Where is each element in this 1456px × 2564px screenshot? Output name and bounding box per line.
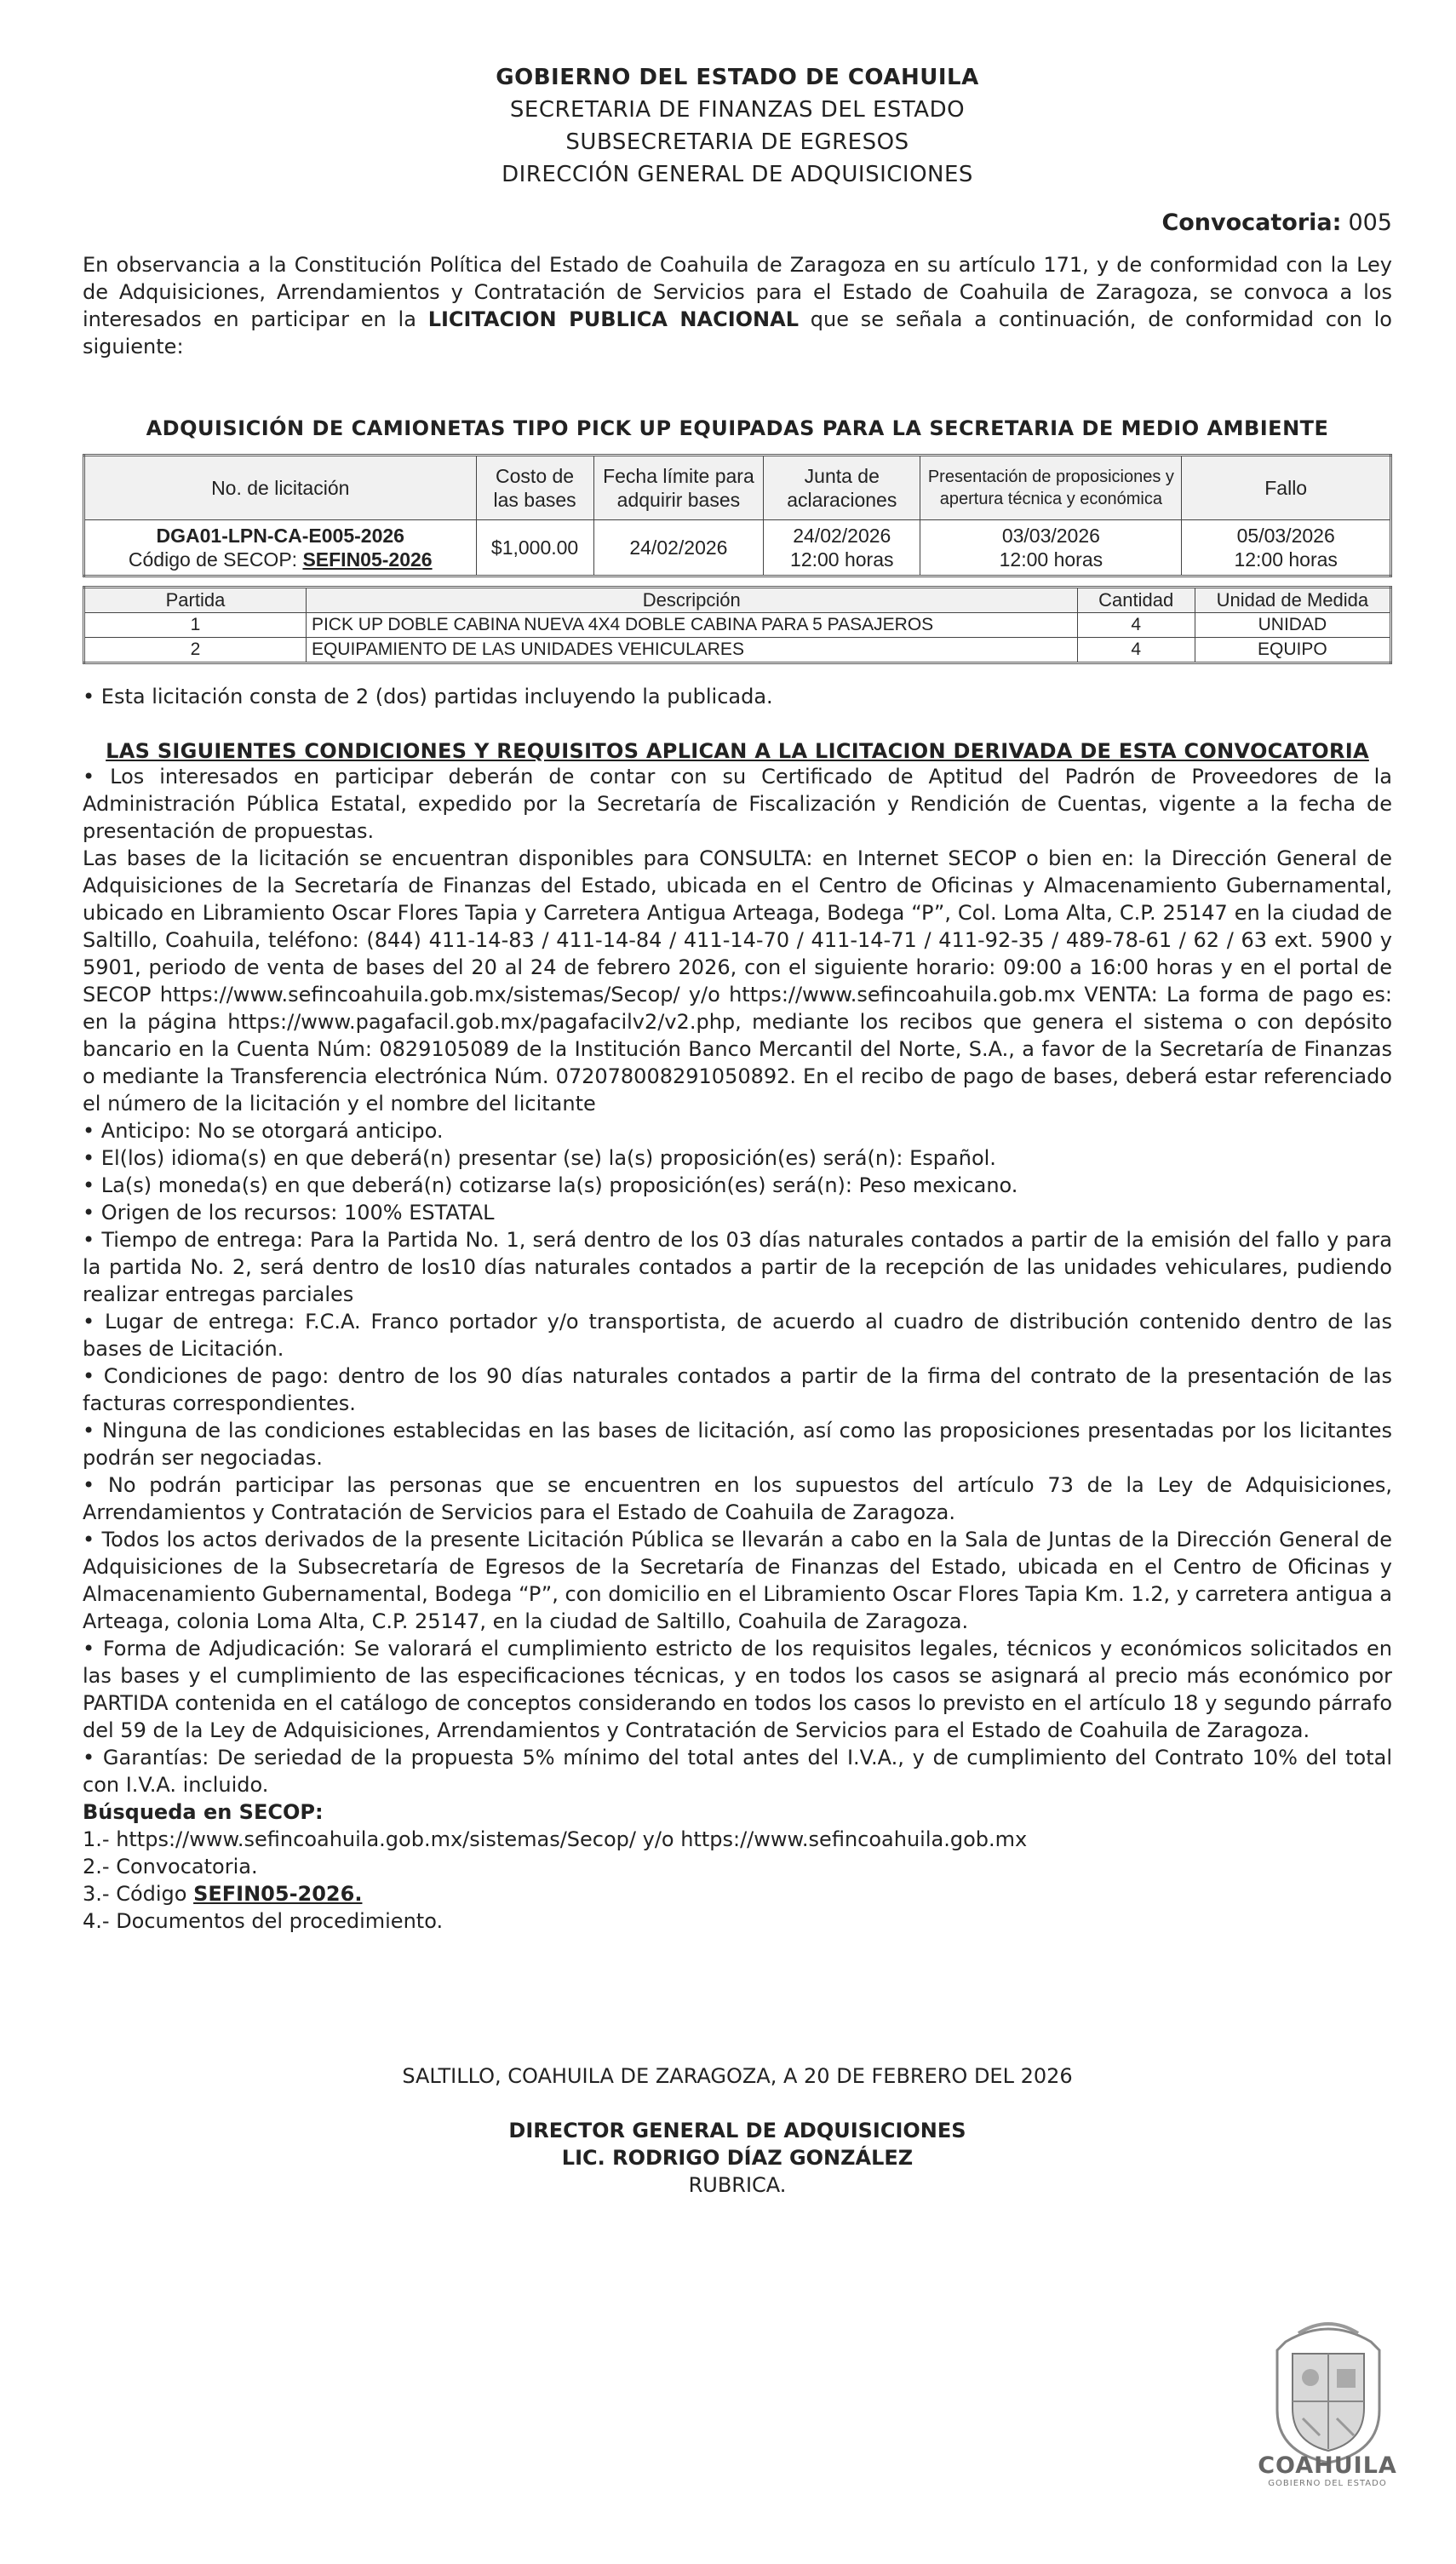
descripcion-cell: EQUIPAMIENTO DE LAS UNIDADES VEHICULARES (306, 638, 1077, 663)
document-header (83, 61, 1392, 191)
descripcion-cell: PICK UP DOBLE CABINA NUEVA 4X4 DOBLE CABINA PARA 5 PASAJEROS (306, 613, 1077, 638)
td-fecha-limite: 24/02/2026 (593, 520, 764, 576)
header-line-2: SECRETARIA DE FINANZAS DEL ESTADO (509, 97, 966, 123)
convocatoria-number (83, 209, 1392, 236)
condition-item: • Origen de los recursos: 100% ESTATAL (83, 1201, 495, 1225)
busqueda-section (83, 1798, 1392, 1935)
procurement-title: ADQUISICIÓN DE CAMIONETAS TIPO PICK UP EQUIPADAS PARA LA SECRETARIA DE MEDIO AMBIENTE (146, 416, 1329, 440)
busqueda-step (83, 1880, 1392, 1907)
licitacion-header-row (84, 456, 1391, 520)
busqueda-step: 4.- Documentos del procedimiento. (83, 1909, 444, 1933)
th-costo: Costo de las bases (476, 456, 593, 520)
condition-item: • El(los) idioma(s) en que deberá(n) presentar (se) la(s) proposición(es) será(n): Español. (83, 1146, 996, 1170)
licitacion-number: DGA01-LPN-CA-E005-2026 (156, 525, 404, 547)
intro-paragraph (83, 251, 1392, 360)
busqueda-title: Búsqueda en SECOP: (83, 1800, 324, 1824)
unidad-cell: EQUIPO (1195, 638, 1390, 663)
secop-code: SEFIN05-2026 (302, 548, 433, 571)
intro-text-1: En observancia a la Constitución Política del Estado de Coahuila de Zaragoza en su artículo 171, y de conformidad con la Ley de Adquisiciones, Arrendamientos y Contratación de Servicios para el Estado de Coahuila de Zaragoza, se convoca a los interesados en participar en la (83, 253, 1392, 331)
partidas-table (83, 586, 1392, 664)
convocatoria-label: Convocatoria: (1161, 209, 1342, 236)
header-line-3: SUBSECRETARIA DE EGRESOS (565, 129, 909, 155)
th-unidad: Unidad de Medida (1195, 588, 1390, 613)
conditions-list (83, 763, 1392, 1798)
partida-cell: 2 (84, 638, 307, 663)
junta-hora: 12:00 horas (790, 548, 894, 571)
intro-bold: LICITACION PUBLICA NACIONAL (427, 307, 799, 331)
td-costo: $1,000.00 (476, 520, 593, 576)
condition-item: • Tiempo de entrega: Para la Partida No. 1, será dentro de los 03 días naturales contados a partir de la emisión del fallo y para la partida No. 2, será dentro de los10 días naturales contados a partir de la recepción de las unidades vehiculares, pudiendo realizar entregas parciales (83, 1228, 1392, 1306)
th-fecha-limite: Fecha límite para adquirir bases (593, 456, 764, 520)
condition-item: • Forma de Adjudicación: Se valorará el cumplimiento estricto de los requisitos legales, técnicos y económicos solicitados en las bases y el cumplimiento de las especificaciones técnicas, y en todos los casos se asignará al precio más económico por PARTIDA contenida en el catálogo de conceptos considerando en todos los casos lo previsto en el artículo 18 y segundo párrafo del 59 de la Ley de Adquisiciones, Arrendamientos y Contratación de Servicios para el Estado de Coahuila de Zaragoza. (83, 1637, 1392, 1742)
th-fallo: Fallo (1182, 456, 1391, 520)
th-presentacion: Presentación de proposiciones y apertura técnica y económica (920, 456, 1182, 520)
signature-block (83, 2062, 1392, 2199)
cantidad-cell: 4 (1077, 613, 1195, 638)
table-row (84, 638, 1391, 663)
th-junta: Junta de aclaraciones (764, 456, 920, 520)
partida-cell: 1 (84, 613, 307, 638)
condition-item: • Todos los actos derivados de la presente Licitación Pública se llevarán a cabo en la Sala de Juntas de la Dirección General de Adquisiciones de la Subsecretaría de Egresos de la Secretaría de Finanzas del Estado, ubicada en el Centro de Oficinas y Almacenamiento Gubernamental, Bodega “P”, con domicilio en el Libramiento Oscar Flores Tapia Km. 1.2, y carretera antigua a Arteaga, colonia Loma Alta, C.P. 25147, en la ciudad de Saltillo, Coahuila de Zaragoza. (83, 1528, 1392, 1633)
condition-item: • Ninguna de las condiciones establecidas en las bases de licitación, así como las proposiciones presentadas por los licitantes podrán ser negociadas. (83, 1419, 1392, 1470)
busqueda-step3-prefix: 3.- Código (83, 1882, 194, 1906)
header-line-1: GOBIERNO DEL ESTADO DE COAHUILA (496, 65, 979, 90)
document-page (83, 0, 1392, 2199)
partidas-note: • Esta licitación consta de 2 (dos) partidas incluyendo la publicada. (83, 685, 773, 708)
licitacion-data-row (84, 520, 1391, 576)
presentacion-fecha: 03/03/2026 (1001, 525, 1100, 547)
conditions-title: LAS SIGUIENTES CONDICIONES Y REQUISITOS APLICAN A LA LICITACION DERIVADA DE ESTA CONVOCATORIA (106, 739, 1369, 763)
secop-label: Código de SECOP: (128, 548, 303, 571)
condition-item: • Los interesados en participar deberán de contar con su Certificado de Aptitud del Padrón de Proveedores de la Administración Pública Estatal, expedido por la Secretaría de Fiscalización y Rendición de Cuentas, vigente a la fecha de presentación de propuestas. (83, 765, 1392, 843)
condition-item: • Condiciones de pago: dentro de los 90 días naturales contados a partir de la firma del contrato de la presentación de las facturas correspondientes. (83, 1364, 1392, 1415)
presentacion-hora: 12:00 horas (999, 548, 1103, 571)
td-licitacion (84, 520, 477, 576)
secop-code-line (90, 548, 471, 571)
signer-position: DIRECTOR GENERAL DE ADQUISICIONES (508, 2119, 966, 2142)
junta-fecha: 24/02/2026 (793, 525, 891, 547)
busqueda-step: 1.- https://www.sefincoahuila.gob.mx/sistemas/Secop/ y/o https://www.sefincoahuila.gob.mx (83, 1827, 1028, 1851)
th-descripcion: Descripción (306, 588, 1077, 613)
rubrica: RUBRICA. (688, 2173, 787, 2197)
intro-text-2: que se señala a continuación, de conformidad con lo siguiente: (83, 307, 1392, 359)
td-presentacion (920, 520, 1182, 576)
coahuila-seal-icon (1260, 2316, 1396, 2469)
seal-name: COAHUILA (1258, 2452, 1397, 2479)
condition-item: • Lugar de entrega: F.C.A. Franco portador y/o transportista, de acuerdo al cuadro de distribución contenido dentro de las bases de Licitación. (83, 1310, 1392, 1361)
convocatoria-value: 005 (1348, 209, 1392, 236)
cantidad-cell: 4 (1077, 638, 1195, 663)
th-licitacion: No. de licitación (84, 456, 477, 520)
fallo-hora: 12:00 horas (1234, 548, 1338, 571)
td-fallo (1182, 520, 1391, 576)
seal-sub: GOBIERNO DEL ESTADO (1268, 2479, 1387, 2488)
licitacion-table (83, 454, 1392, 577)
condition-item: • La(s) moneda(s) en que deberá(n) cotizarse la(s) proposición(es) será(n): Peso mexicano. (83, 1173, 1018, 1197)
condition-item: • Anticipo: No se otorgará anticipo. (83, 1119, 444, 1143)
td-junta (764, 520, 920, 576)
condition-item: • Garantías: De seriedad de la propuesta 5% mínimo del total antes del I.V.A., y de cumplimiento del Contrato 10% del total con I.V.A. incluido. (83, 1746, 1392, 1797)
unidad-cell: UNIDAD (1195, 613, 1390, 638)
table-row (84, 613, 1391, 638)
busqueda-step: 2.- Convocatoria. (83, 1855, 258, 1879)
seal-caption (1247, 2452, 1408, 2488)
condition-item: • No podrán participar las personas que se encuentren en los supuestos del artículo 73 de la Ley de Adquisiciones, Arrendamientos y Contratación de Servicios para el Estado de Coahuila de Zaragoza. (83, 1473, 1392, 1524)
condition-item: Las bases de la licitación se encuentran disponibles para CONSULTA: en Internet SECOP o bien en: la Dirección General de Adquisiciones de la Secretaría de Finanzas del Estado, ubicada en el Centro de Oficinas y Almacenamiento Gubernamental, ubicado en Libramiento Oscar Flores Tapia y Carretera Antigua Arteaga, Bodega “P”, Col. Loma Alta, C.P. 25147 en la ciudad de Saltillo, Coahuila, teléfono: (844) 411-14-83 / 411-14-84 / 411-14-70 / 411-14-71 / 411-92-35 / 489-78-61 / 62 / 63 ext. 5900 y 5901, periodo de venta de bases del 20 al 24 de febrero 2026, con el siguiente horario: 09:00 a 16:00 horas y en el portal de SECOP https://www.sefincoahuila.gob.mx/sistemas/Secop/ y/o https://www.sefincoahuila.gob.mx VENTA: La forma de pago es: en la página https://www.pagafacil.gob.mx/pagafacilv2/v2.php, mediante los recibos que genera el sistema o con depósito bancario en la Cuenta Núm: 0829105089 de la Institución Banco Mercantil del Norte, S.A., a favor de la Secretaría de Finanzas o mediante la Transferencia electrónica Núm. 072078008291050892. En el recibo de pago de bases, deberá estar referenciado el número de la licitación y el nombre del licitante (83, 846, 1392, 1116)
fallo-fecha: 05/03/2026 (1236, 525, 1335, 547)
th-partida: Partida (84, 588, 307, 613)
header-line-4: DIRECCIÓN GENERAL DE ADQUISICIONES (502, 162, 973, 187)
signer-name: LIC. RODRIGO DÍAZ GONZÁLEZ (561, 2146, 914, 2170)
partidas-header-row (84, 588, 1391, 613)
th-cantidad: Cantidad (1077, 588, 1195, 613)
busqueda-step3-code: SEFIN05-2026. (193, 1882, 363, 1906)
place-date: SALTILLO, COAHUILA DE ZARAGOZA, A 20 DE FEBRERO DEL 2026 (402, 2064, 1073, 2088)
